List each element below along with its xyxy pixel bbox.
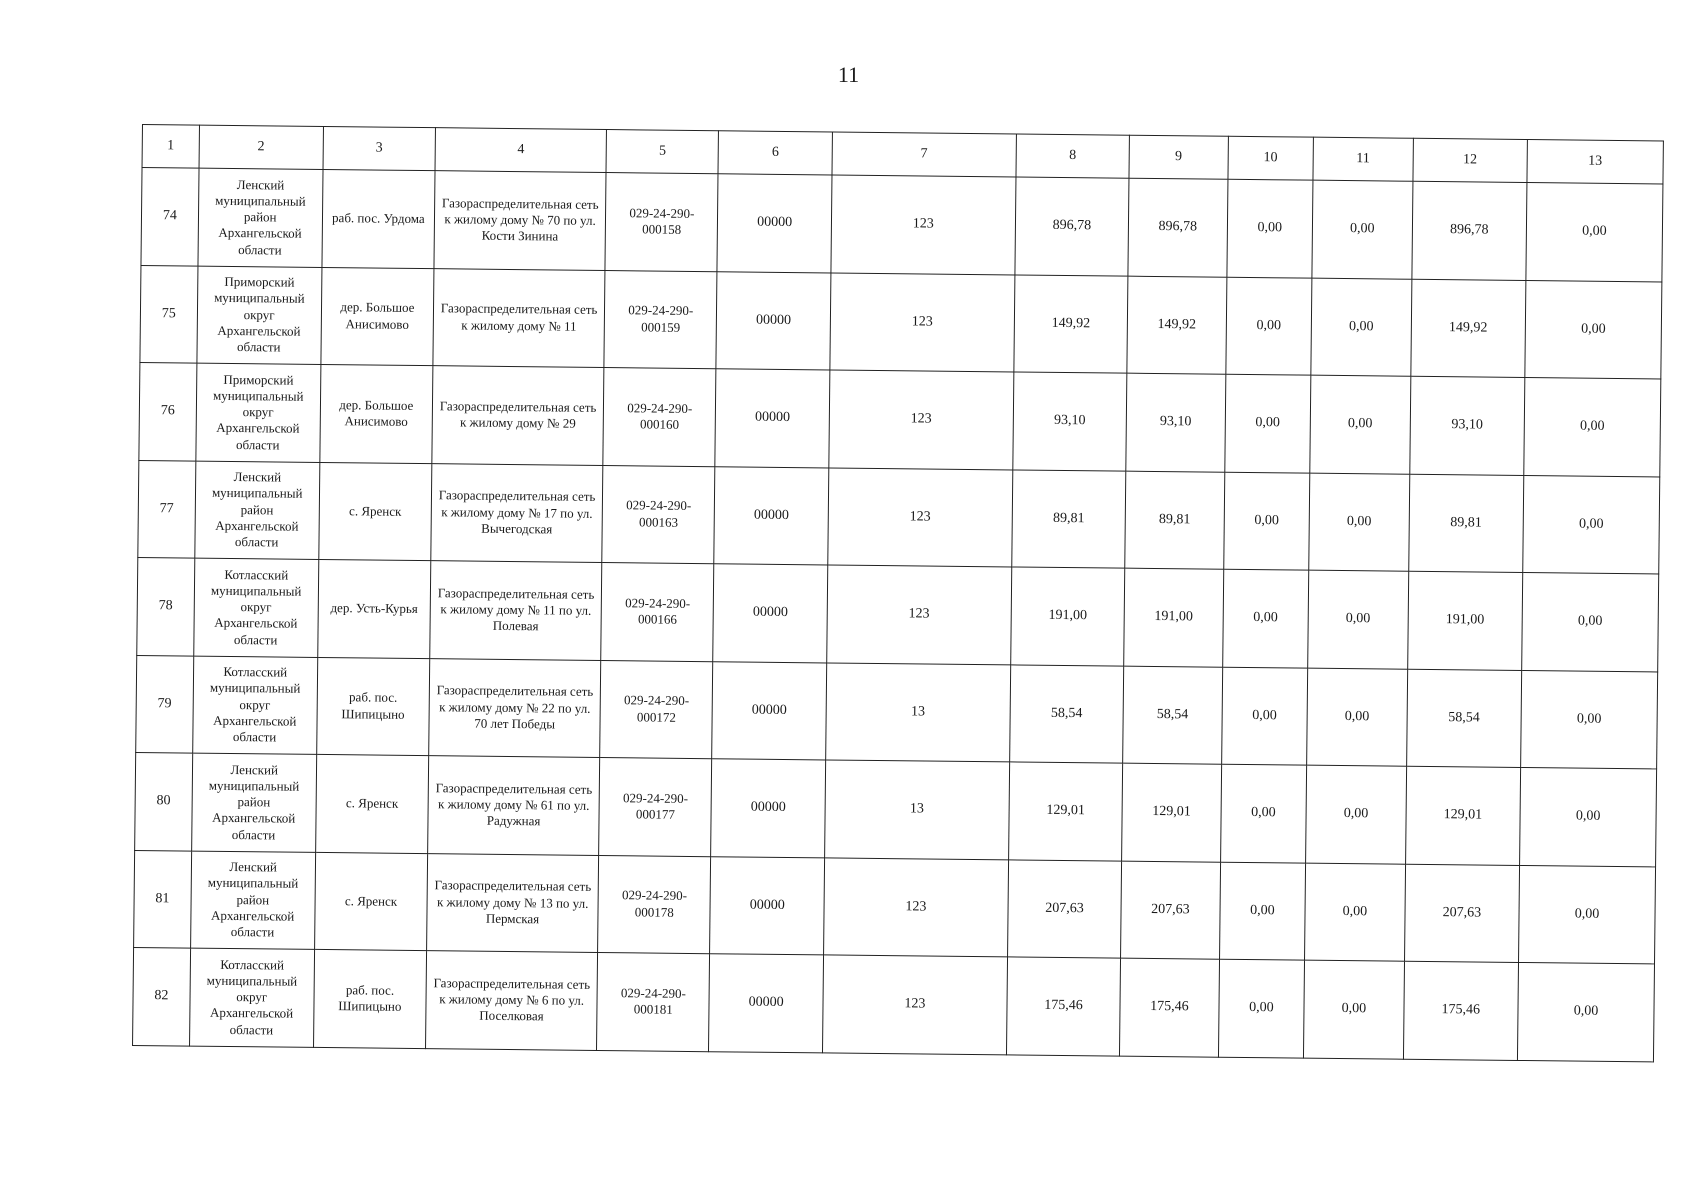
column-13-cell: 0,00 xyxy=(1517,962,1654,1061)
row-number-cell: 74 xyxy=(141,168,199,266)
settlement-cell: с. Яренск xyxy=(319,462,432,561)
code-cell: 00000 xyxy=(711,759,825,858)
row-number-cell: 76 xyxy=(139,362,197,460)
column-9-cell: 191,00 xyxy=(1124,568,1223,667)
header-cell: 6 xyxy=(718,131,832,175)
municipality-cell: Ленский муниципальный район Архангельской области xyxy=(198,168,323,267)
column-9-cell: 149,92 xyxy=(1127,276,1226,375)
column-7-cell: 123 xyxy=(827,565,1012,664)
table-row xyxy=(138,460,1660,574)
column-9-cell: 207,63 xyxy=(1121,861,1220,960)
column-10-cell: 0,00 xyxy=(1219,862,1306,960)
header-cell: 7 xyxy=(832,132,1016,177)
settlement-cell: дер. Усть-Курья xyxy=(317,559,430,658)
settlement-cell: дер. Большое Анисимово xyxy=(321,267,434,366)
header-cell: 12 xyxy=(1413,138,1528,182)
settlement-cell: раб. пос. Шипицыно xyxy=(313,949,426,1048)
column-12-cell: 896,78 xyxy=(1412,181,1527,280)
column-8-cell: 191,00 xyxy=(1011,567,1125,666)
column-7-cell: 123 xyxy=(822,955,1007,1054)
table-row xyxy=(136,655,1658,769)
column-9-cell: 89,81 xyxy=(1125,471,1224,570)
column-8-cell: 207,63 xyxy=(1007,859,1121,958)
code-cell: 00000 xyxy=(714,466,828,565)
header-cell: 10 xyxy=(1228,136,1314,180)
municipality-cell: Котласский муниципальный округ Архангельской области xyxy=(192,656,317,755)
column-11-cell: 0,00 xyxy=(1311,278,1412,377)
header-cell: 3 xyxy=(323,126,436,170)
column-12-cell: 191,00 xyxy=(1407,571,1522,670)
object-cell: Газораспределительная сеть к жилому дому № 22 по ул. 70 лет Победы xyxy=(429,658,601,757)
column-8-cell: 58,54 xyxy=(1009,664,1123,763)
object-cell: Газораспределительная сеть к жилому дому № 11 по ул. Полевая xyxy=(430,561,602,660)
table-row xyxy=(137,557,1659,671)
object-cell: Газораспределительная сеть к жилому дому № 17 по ул. Вычегодская xyxy=(431,463,603,562)
settlement-cell: раб. пос. Шипицыно xyxy=(316,657,429,756)
registration-number-cell: 029-24-290-000181 xyxy=(597,952,710,1051)
column-9-cell: 93,10 xyxy=(1126,373,1225,472)
object-cell: Газораспределительная сеть к жилому дому № 11 xyxy=(433,268,605,367)
column-10-cell: 0,00 xyxy=(1218,959,1305,1057)
column-13-cell: 0,00 xyxy=(1520,767,1657,866)
column-13-cell: 0,00 xyxy=(1519,865,1656,964)
column-12-cell: 129,01 xyxy=(1405,766,1520,865)
column-7-cell: 13 xyxy=(826,662,1011,761)
registration-number-cell: 029-24-290-000159 xyxy=(604,270,717,369)
column-12-cell: 58,54 xyxy=(1406,669,1521,768)
row-number-cell: 77 xyxy=(138,460,196,558)
header-cell: 9 xyxy=(1129,135,1228,179)
column-10-cell: 0,00 xyxy=(1222,569,1309,667)
row-number-cell: 75 xyxy=(140,265,198,363)
row-number-cell: 80 xyxy=(135,752,193,850)
registration-number-cell: 029-24-290-000178 xyxy=(598,855,711,954)
column-8-cell: 129,01 xyxy=(1008,762,1122,861)
column-12-cell: 175,46 xyxy=(1403,961,1518,1060)
registration-number-cell: 029-24-290-000177 xyxy=(599,757,712,856)
row-number-cell: 81 xyxy=(134,850,192,948)
row-number-cell: 78 xyxy=(137,557,195,655)
column-12-cell: 93,10 xyxy=(1409,376,1524,475)
column-9-cell: 175,46 xyxy=(1120,958,1219,1057)
header-cell: 8 xyxy=(1016,134,1130,178)
column-11-cell: 0,00 xyxy=(1304,960,1405,1059)
column-7-cell: 13 xyxy=(824,760,1009,859)
header-cell: 1 xyxy=(142,125,199,169)
municipality-cell: Приморский муниципальный округ Архангельской области xyxy=(196,363,321,462)
column-10-cell: 0,00 xyxy=(1220,764,1307,862)
column-10-cell: 0,00 xyxy=(1226,179,1313,277)
municipality-cell: Котласский муниципальный округ Архангельской области xyxy=(189,948,314,1047)
object-cell: Газораспределительная сеть к жилому дому № 6 по ул. Поселковая xyxy=(426,951,598,1050)
code-cell: 00000 xyxy=(710,856,824,955)
column-13-cell: 0,00 xyxy=(1522,572,1659,671)
column-10-cell: 0,00 xyxy=(1224,374,1311,472)
table-row xyxy=(134,850,1656,964)
column-9-cell: 129,01 xyxy=(1122,763,1221,862)
table-row xyxy=(135,752,1657,866)
object-cell: Газораспределительная сеть к жилому дому № 29 xyxy=(432,366,604,465)
column-10-cell: 0,00 xyxy=(1221,667,1308,765)
column-12-cell: 89,81 xyxy=(1408,474,1523,573)
municipality-cell: Ленский муниципальный район Архангельской области xyxy=(190,851,315,950)
column-11-cell: 0,00 xyxy=(1312,180,1413,279)
settlement-cell: с. Яренск xyxy=(314,852,427,951)
table-row xyxy=(139,362,1661,476)
column-13-cell: 0,00 xyxy=(1525,280,1662,379)
code-cell: 00000 xyxy=(709,954,823,1053)
column-8-cell: 149,92 xyxy=(1014,274,1128,373)
header-cell: 4 xyxy=(435,128,607,173)
column-11-cell: 0,00 xyxy=(1306,765,1407,864)
column-12-cell: 149,92 xyxy=(1410,279,1525,378)
code-cell: 00000 xyxy=(712,661,826,760)
municipality-cell: Ленский муниципальный район Архангельской области xyxy=(194,461,319,560)
code-cell: 00000 xyxy=(713,564,827,663)
document-table-wrapper xyxy=(132,124,1664,1062)
column-9-cell: 58,54 xyxy=(1123,666,1222,765)
row-number-cell: 82 xyxy=(133,947,191,1045)
code-cell: 00000 xyxy=(717,174,831,273)
municipality-cell: Приморский муниципальный округ Архангельской области xyxy=(197,266,322,365)
settlement-cell: дер. Большое Анисимово xyxy=(320,364,433,463)
registration-number-cell: 029-24-290-000160 xyxy=(603,368,716,467)
column-7-cell: 123 xyxy=(829,370,1014,469)
header-cell: 13 xyxy=(1527,139,1663,183)
header-cell: 11 xyxy=(1313,137,1413,181)
registration-number-cell: 029-24-290-000172 xyxy=(600,660,713,759)
column-13-cell: 0,00 xyxy=(1524,377,1661,476)
column-13-cell: 0,00 xyxy=(1526,182,1663,281)
column-11-cell: 0,00 xyxy=(1305,863,1406,962)
table-row xyxy=(141,168,1663,282)
column-11-cell: 0,00 xyxy=(1309,473,1410,572)
column-13-cell: 0,00 xyxy=(1521,670,1658,769)
column-11-cell: 0,00 xyxy=(1308,570,1409,669)
header-cell: 2 xyxy=(199,125,324,169)
object-cell: Газораспределительная сеть к жилому дому № 70 по ул. Кости Зинина xyxy=(434,171,606,270)
column-9-cell: 896,78 xyxy=(1128,178,1227,277)
object-cell: Газораспределительная сеть к жилому дому № 13 по ул. Пермская xyxy=(427,853,599,952)
column-7-cell: 123 xyxy=(830,272,1015,371)
page-number: 11 xyxy=(837,62,860,87)
row-number-cell: 79 xyxy=(136,655,194,753)
column-10-cell: 0,00 xyxy=(1225,277,1312,375)
column-7-cell: 123 xyxy=(823,857,1008,956)
code-cell: 00000 xyxy=(715,369,829,468)
column-11-cell: 0,00 xyxy=(1307,668,1408,767)
settlement-cell: с. Яренск xyxy=(315,754,428,853)
column-13-cell: 0,00 xyxy=(1523,475,1660,574)
column-8-cell: 175,46 xyxy=(1006,957,1120,1056)
registration-number-cell: 029-24-290-000166 xyxy=(601,563,714,662)
column-12-cell: 207,63 xyxy=(1404,864,1519,963)
header-cell: 5 xyxy=(606,130,719,174)
column-10-cell: 0,00 xyxy=(1223,472,1310,570)
registration-number-cell: 029-24-290-000163 xyxy=(602,465,715,564)
code-cell: 00000 xyxy=(716,271,830,370)
column-7-cell: 123 xyxy=(831,175,1016,274)
registration-number-cell: 029-24-290-000158 xyxy=(605,173,718,272)
table-row xyxy=(140,265,1662,379)
table-row xyxy=(133,947,1655,1061)
column-8-cell: 89,81 xyxy=(1012,469,1126,568)
column-7-cell: 123 xyxy=(828,467,1013,566)
municipality-cell: Ленский муниципальный район Архангельской области xyxy=(191,753,316,852)
column-11-cell: 0,00 xyxy=(1310,375,1411,474)
column-8-cell: 93,10 xyxy=(1013,372,1127,471)
object-cell: Газораспределительная сеть к жилому дому № 61 по ул. Радужная xyxy=(428,756,600,855)
table-body xyxy=(133,168,1663,1062)
municipality-cell: Котласский муниципальный округ Архангельской области xyxy=(193,558,318,657)
column-8-cell: 896,78 xyxy=(1015,177,1129,276)
data-table xyxy=(132,124,1664,1062)
settlement-cell: раб. пос. Урдома xyxy=(322,169,435,268)
